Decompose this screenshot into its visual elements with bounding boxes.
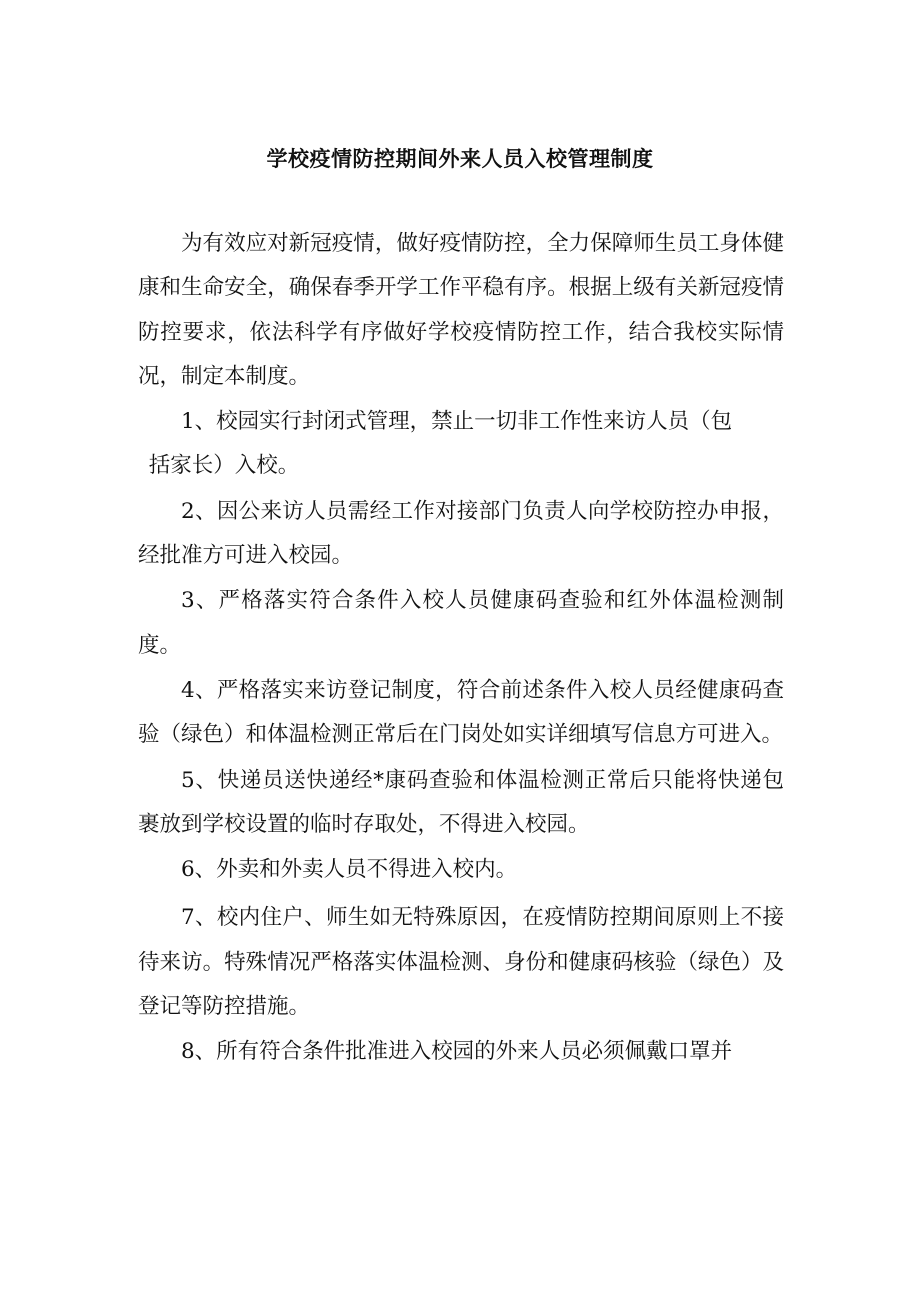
rule-item-6: 6、外卖和外卖人员不得进入校内。 [181,857,518,883]
document-title: 学校疫情防控期间外来人员入校管理制度 [266,146,654,171]
rule-item-5: 5、快递员送快递经*康码查验和体温检测正常后只能将快递包裹放到学校设置的临时存取处，不得进入校园。 [138,767,784,837]
rule-item-1-line-2: 括家长）入校。 [148,453,300,479]
document-body [138,222,784,1075]
rule-item-7: 7、校内住户、师生如无特殊原因，在疫情防控期间原则上不接待来访。特殊情况严格落实体温检测、身份和健康码核验（绿色）及登记等防控措施。 [138,905,784,1020]
rule-item-2: 2、因公来访人员需经工作对接部门负责人向学校防控办申报，经批准方可进入校园。 [138,498,784,569]
rule-item-3: 3、严格落实符合条件入校人员健康码查验和红外体温检测制度。 [138,588,784,658]
rule-item-4: 4、严格落实来访登记制度，符合前述条件入校人员经健康码查验（绿色）和体温检测正常后在门岗处如实详细填写信息方可进入。 [138,677,784,748]
rule-item-8: 8、所有符合条件批准进入校园的外来人员必须佩戴口罩并 [181,1039,733,1065]
rule-item-1-line-1: 1、校园实行封闭式管理，禁止一切非工作性来访人员（包 [181,409,733,435]
rule-item-1 [138,400,784,489]
intro-paragraph: 为有效应对新冠疫情，做好疫情防控，全力保障师生员工身体健康和生命安全，确保春季开学工作平稳有序。根据上级有关新冠疫情防控要求，依法科学有序做好学校疫情防控工作，结合我校实际情况，制定本制度。 [138,231,784,389]
